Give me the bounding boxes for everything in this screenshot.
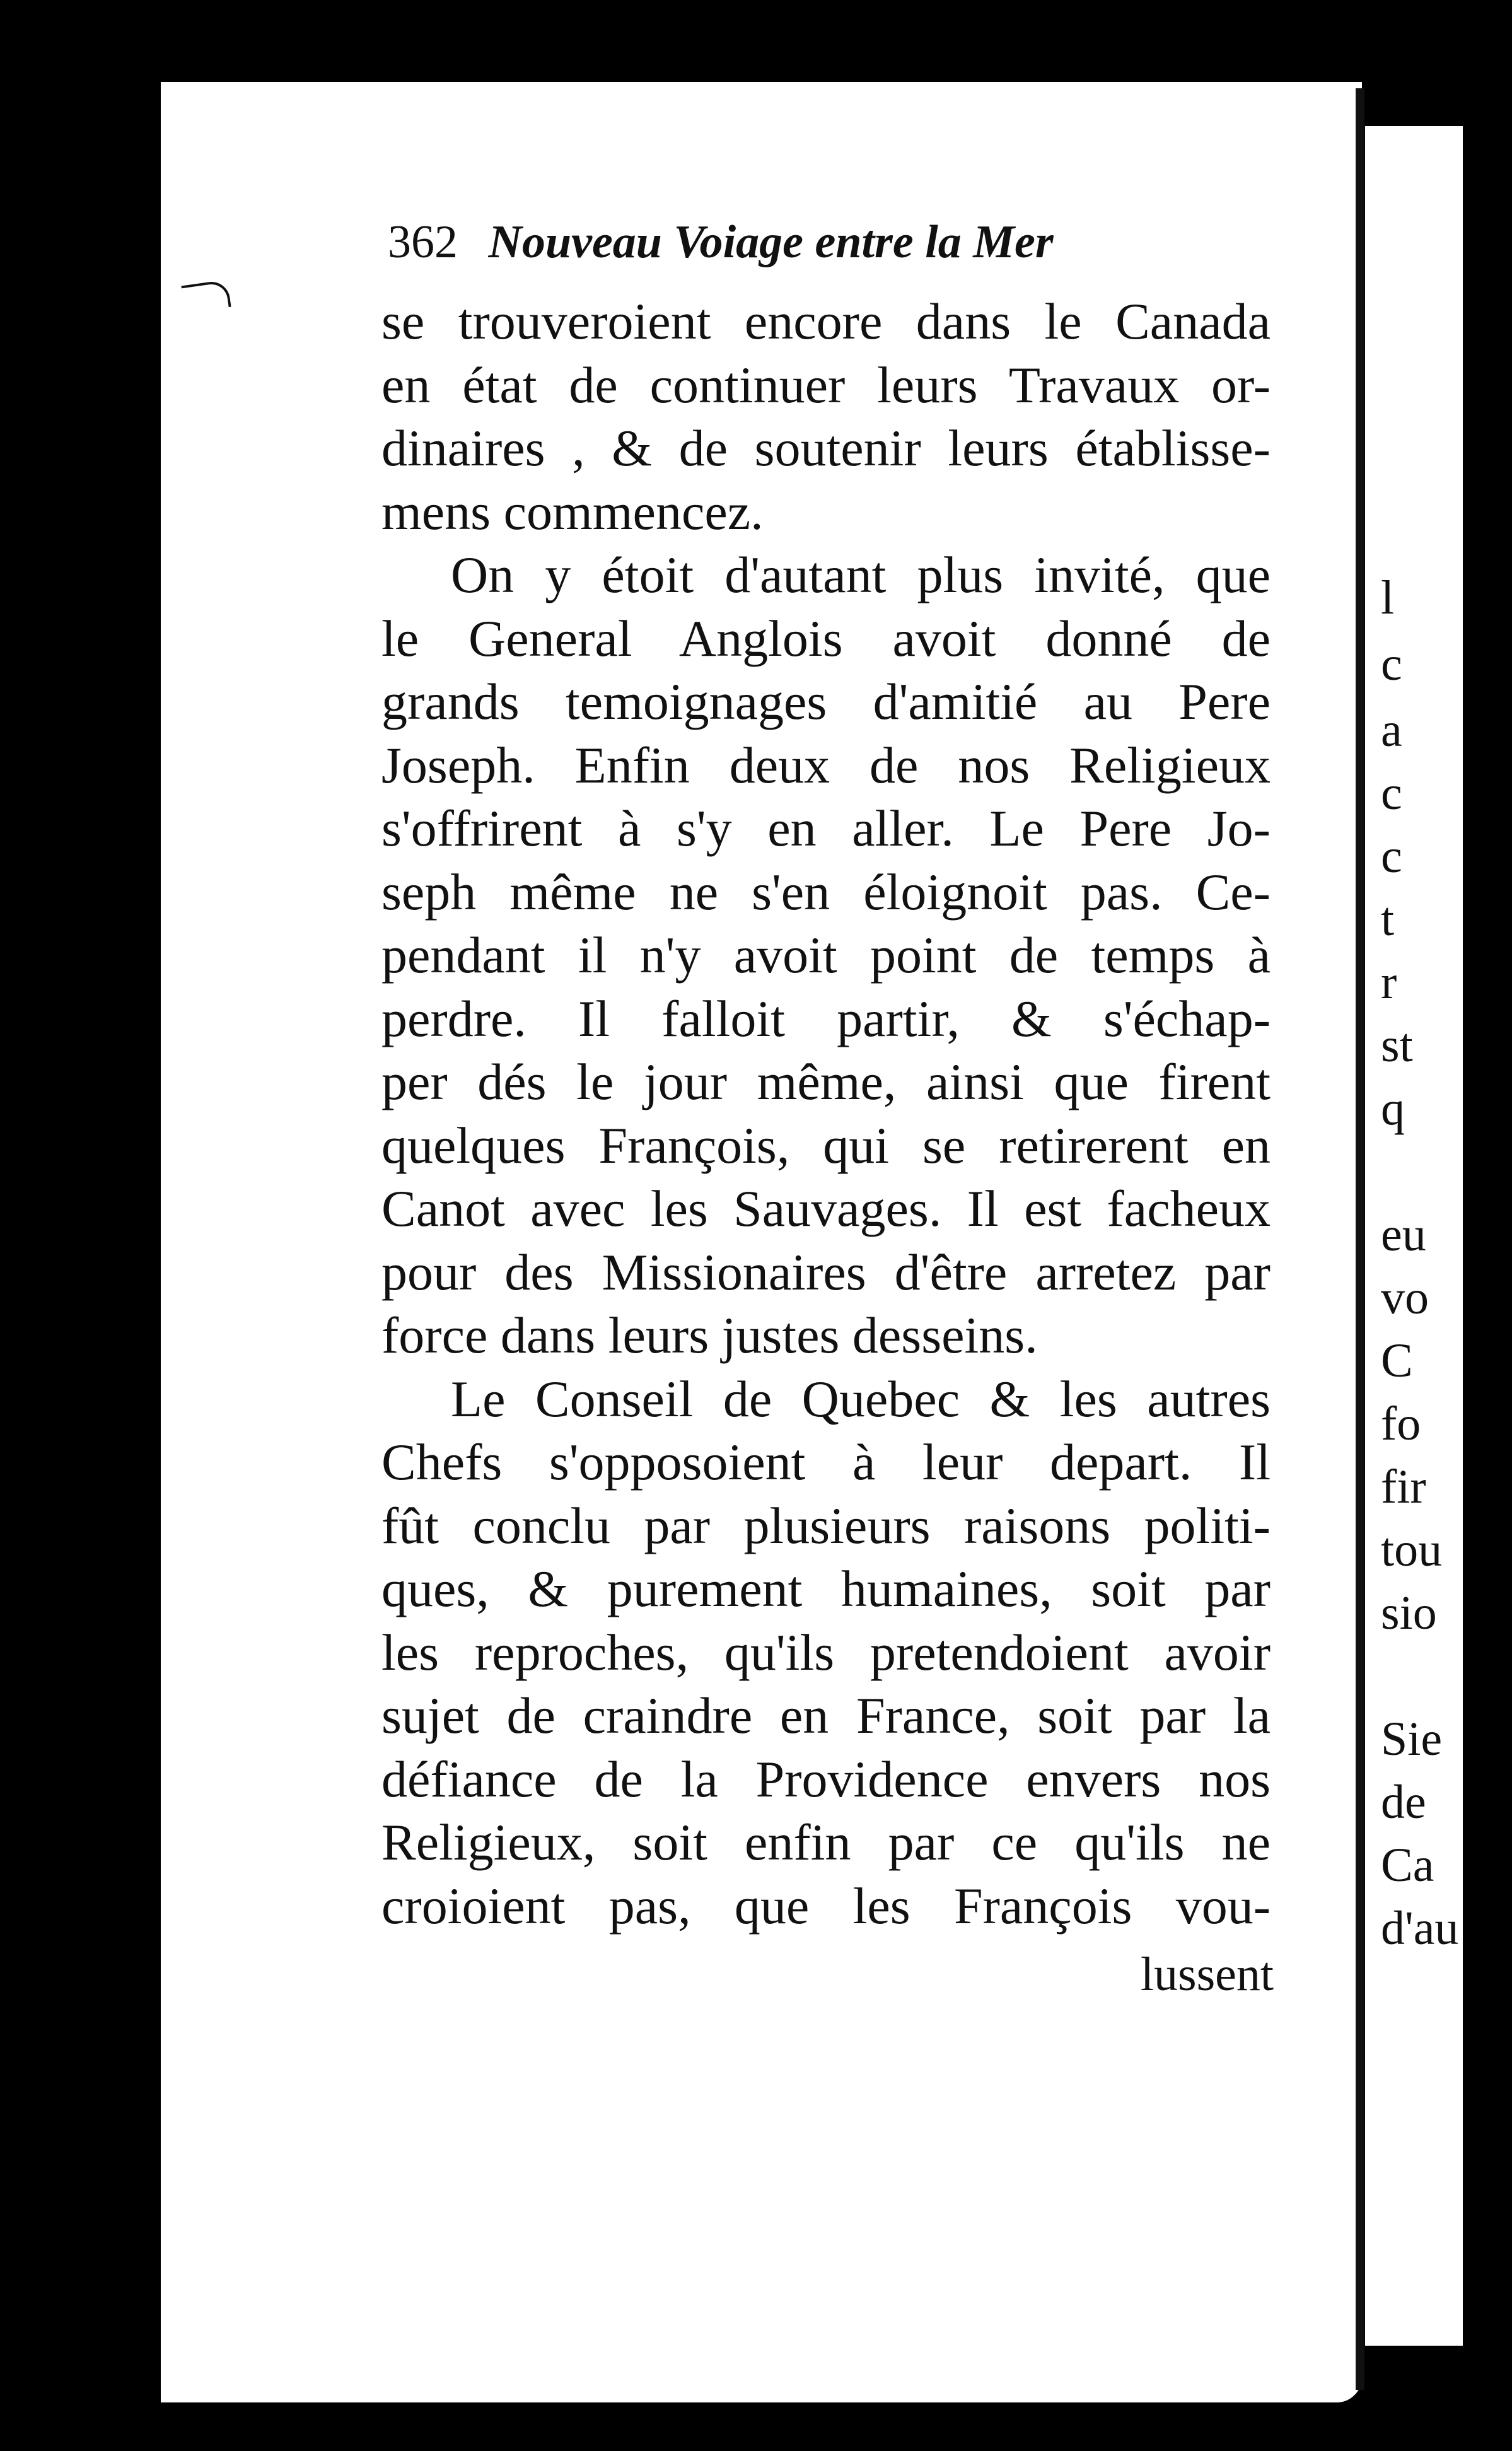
text-line: Joseph. Enfin deux de nos Religieux xyxy=(381,736,1271,794)
body-text xyxy=(381,290,1271,1938)
text-line: en état de continuer leurs Travaux or- xyxy=(381,356,1271,414)
neighbor-fragment: eu xyxy=(1381,1208,1426,1261)
text-line: Chefs s'opposoient à leur depart. Il xyxy=(381,1433,1271,1491)
text-line: se trouveroient encore dans le Canada xyxy=(381,293,1271,350)
text-line: mens commencez. xyxy=(381,482,764,540)
text-line: force dans leurs justes desseins. xyxy=(381,1307,1038,1364)
page-edge xyxy=(1356,88,1364,2390)
text-line: dinaires , & de soutenir leurs établisse- xyxy=(381,419,1271,477)
text-line: le General Anglois avoit donné de xyxy=(381,609,1271,667)
text-line: croioient pas, que les François vou- xyxy=(381,1877,1271,1935)
text-line: Canot avec les Sauvages. Il est facheux xyxy=(381,1180,1271,1237)
running-title: Nouveau Voiage entre la Mer xyxy=(488,216,1054,268)
neighbor-fragment: fo xyxy=(1381,1397,1421,1450)
neighbor-fragment: tou xyxy=(1381,1523,1443,1576)
text-line: Le Conseil de Quebec & les autres xyxy=(451,1370,1271,1428)
neighbor-fragment: st xyxy=(1381,1019,1413,1072)
text-line: perdre. Il falloit partir, & s'échap- xyxy=(381,989,1271,1047)
neighbor-fragment: l xyxy=(1381,571,1395,624)
text-line: Religieux, soit enfin par ce qu'ils ne xyxy=(381,1814,1271,1871)
neighbor-fragment: c xyxy=(1381,637,1402,690)
neighbor-fragment: de xyxy=(1381,1776,1426,1829)
neighbor-fragment: Ca xyxy=(1381,1839,1434,1892)
neighbor-fragment: a xyxy=(1381,704,1402,757)
neighbor-fragment: Sie xyxy=(1381,1713,1443,1766)
text-line: sujet de craindre en France, soit par la xyxy=(381,1687,1271,1744)
neighbor-fragment: C xyxy=(1381,1334,1413,1387)
neighbor-fragment: sio xyxy=(1381,1586,1437,1639)
text-line: les reproches, qu'ils pretendoient avoir xyxy=(381,1623,1271,1681)
running-header xyxy=(388,216,1283,269)
neighbor-fragment: q xyxy=(1381,1082,1405,1135)
page-number: 362 xyxy=(388,216,458,268)
text-line: pendant il n'y avoit point de temps à xyxy=(381,926,1271,984)
text-line: quelques François, qui se retirerent en xyxy=(381,1116,1271,1174)
neighbor-fragment: r xyxy=(1381,956,1397,1009)
text-line: s'offrirent à s'y en aller. Le Pere Jo- xyxy=(381,800,1271,857)
text-line: seph même ne s'en éloignoit pas. Ce- xyxy=(381,863,1271,921)
text-line: défiance de la Providence envers nos xyxy=(381,1750,1271,1808)
neighbor-fragment: c xyxy=(1381,830,1402,883)
text-line: per dés le jour même, ainsi que firent xyxy=(381,1053,1271,1110)
text-line: ques, & purement humaines, soit par xyxy=(381,1560,1271,1617)
neighbor-fragment: d'au xyxy=(1381,1902,1459,1955)
text-line: pour des Missionaires d'être arretez par xyxy=(381,1243,1271,1301)
catchword: lussent xyxy=(1140,1948,1274,2001)
text-line: grands temoignages d'amitié au Pere xyxy=(381,673,1271,730)
neighbor-fragment: vo xyxy=(1381,1271,1429,1324)
text-line: fût conclu par plusieurs raisons politi- xyxy=(381,1496,1271,1554)
neighbor-fragment: c xyxy=(1381,767,1402,820)
text-line: On y étoit d'autant plus invité, que xyxy=(451,546,1271,603)
neighbor-fragment: fir xyxy=(1381,1460,1426,1513)
neighbor-fragment: t xyxy=(1381,893,1395,946)
